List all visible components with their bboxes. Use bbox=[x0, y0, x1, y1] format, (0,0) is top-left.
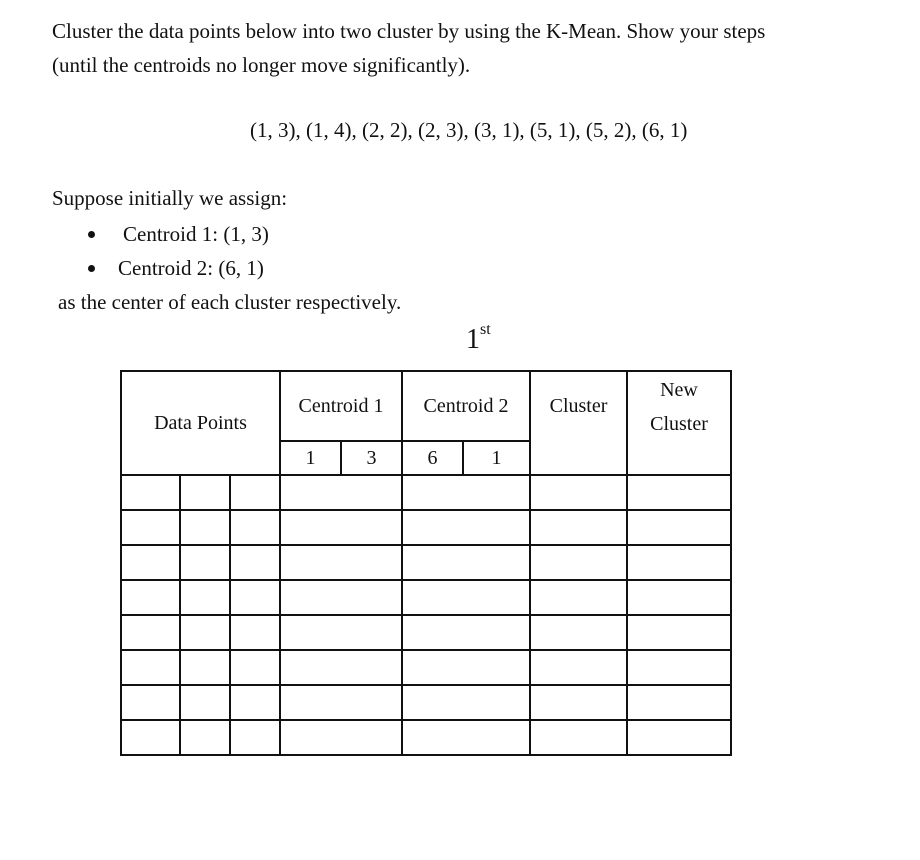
table-cell[interactable] bbox=[121, 545, 180, 580]
table-cell[interactable] bbox=[402, 615, 530, 650]
centroid-1-text: Centroid 1: (1, 3) bbox=[123, 222, 269, 246]
header-new-cluster-lower bbox=[627, 441, 731, 475]
table-cell[interactable] bbox=[530, 685, 627, 720]
table-cell[interactable] bbox=[180, 650, 230, 685]
table-cell[interactable] bbox=[180, 475, 230, 510]
table-cell[interactable] bbox=[230, 475, 280, 510]
table-cell[interactable] bbox=[180, 615, 230, 650]
question-line-2: (until the centroids no longer move significantly). bbox=[52, 53, 471, 77]
table-cell[interactable] bbox=[180, 510, 230, 545]
table-cell[interactable] bbox=[280, 720, 402, 755]
iteration-number: 1 bbox=[466, 324, 480, 355]
table-cell[interactable] bbox=[530, 615, 627, 650]
table-cell[interactable] bbox=[530, 545, 627, 580]
table-cell[interactable] bbox=[230, 545, 280, 580]
header-centroid-1: Centroid 1 bbox=[280, 371, 402, 441]
iteration-label bbox=[466, 320, 491, 356]
header-cluster: Cluster bbox=[530, 371, 627, 441]
table-cell[interactable] bbox=[627, 580, 731, 615]
header-new-cluster-line-1: New bbox=[660, 378, 698, 401]
table-cell[interactable] bbox=[280, 580, 402, 615]
kmeans-table bbox=[120, 370, 732, 756]
table-cell[interactable] bbox=[280, 685, 402, 720]
table-row bbox=[121, 615, 731, 650]
table-cell[interactable] bbox=[180, 545, 230, 580]
table-row bbox=[121, 475, 731, 510]
table-cell[interactable] bbox=[121, 685, 180, 720]
table-cell[interactable] bbox=[530, 580, 627, 615]
table-row bbox=[121, 720, 731, 755]
table-row bbox=[121, 580, 731, 615]
centroid-1-y: 3 bbox=[341, 441, 402, 475]
centroid-1-x: 1 bbox=[280, 441, 341, 475]
table-cell[interactable] bbox=[280, 475, 402, 510]
table-cell[interactable] bbox=[402, 475, 530, 510]
centroid-2-bullet bbox=[88, 256, 264, 281]
table-cell[interactable] bbox=[280, 545, 402, 580]
centroid-2-y: 1 bbox=[463, 441, 530, 475]
initial-assignment-intro: Suppose initially we assign: bbox=[52, 186, 288, 210]
table-row bbox=[121, 685, 731, 720]
table-cell[interactable] bbox=[627, 510, 731, 545]
table-cell[interactable] bbox=[627, 615, 731, 650]
initial-assignment-outro: as the center of each cluster respectively. bbox=[58, 290, 402, 314]
table-cell[interactable] bbox=[530, 510, 627, 545]
table-row bbox=[121, 650, 731, 685]
question-text bbox=[52, 14, 765, 82]
table-cell[interactable] bbox=[180, 580, 230, 615]
table-cell[interactable] bbox=[627, 650, 731, 685]
table-cell[interactable] bbox=[530, 475, 627, 510]
table-cell[interactable] bbox=[627, 685, 731, 720]
table-cell[interactable] bbox=[121, 720, 180, 755]
table-cell[interactable] bbox=[230, 510, 280, 545]
data-points-list: (1, 3), (1, 4), (2, 2), (2, 3), (3, 1), (5, 1), (5, 2), (6, 1) bbox=[250, 118, 688, 142]
table-cell[interactable] bbox=[180, 685, 230, 720]
question-line-1: Cluster the data points below into two cluster by using the K-Mean. Show your steps bbox=[52, 19, 766, 43]
table-cell[interactable] bbox=[121, 615, 180, 650]
table-cell[interactable] bbox=[230, 650, 280, 685]
table-cell[interactable] bbox=[402, 580, 530, 615]
header-cluster-lower bbox=[530, 441, 627, 475]
table-cell[interactable] bbox=[530, 720, 627, 755]
table-cell[interactable] bbox=[121, 580, 180, 615]
table-cell[interactable] bbox=[402, 545, 530, 580]
bullet-dot-icon bbox=[88, 265, 95, 272]
table-cell[interactable] bbox=[280, 510, 402, 545]
header-new-cluster-line-2: Cluster bbox=[650, 412, 708, 435]
table-cell[interactable] bbox=[121, 650, 180, 685]
bullet-dot-icon bbox=[88, 231, 95, 238]
table-cell[interactable] bbox=[402, 510, 530, 545]
table-cell[interactable] bbox=[230, 580, 280, 615]
table-cell[interactable] bbox=[230, 685, 280, 720]
table-cell[interactable] bbox=[121, 475, 180, 510]
table-cell[interactable] bbox=[230, 615, 280, 650]
table-cell[interactable] bbox=[627, 720, 731, 755]
header-data-points: Data Points bbox=[121, 371, 280, 475]
table-cell[interactable] bbox=[180, 720, 230, 755]
centroid-1-bullet bbox=[88, 222, 269, 247]
centroid-2-text: Centroid 2: (6, 1) bbox=[118, 256, 264, 280]
header-centroid-2: Centroid 2 bbox=[402, 371, 530, 441]
table-cell[interactable] bbox=[280, 650, 402, 685]
table-cell[interactable] bbox=[121, 510, 180, 545]
centroid-2-x: 6 bbox=[402, 441, 463, 475]
table-cell[interactable] bbox=[627, 545, 731, 580]
header-new-cluster bbox=[627, 371, 731, 441]
table-cell[interactable] bbox=[627, 475, 731, 510]
table-cell[interactable] bbox=[402, 650, 530, 685]
table-row bbox=[121, 510, 731, 545]
table-cell[interactable] bbox=[230, 720, 280, 755]
table-cell[interactable] bbox=[402, 685, 530, 720]
table-row bbox=[121, 545, 731, 580]
table-cell[interactable] bbox=[402, 720, 530, 755]
table-cell[interactable] bbox=[530, 650, 627, 685]
iteration-suffix: st bbox=[480, 320, 491, 338]
table-cell[interactable] bbox=[280, 615, 402, 650]
